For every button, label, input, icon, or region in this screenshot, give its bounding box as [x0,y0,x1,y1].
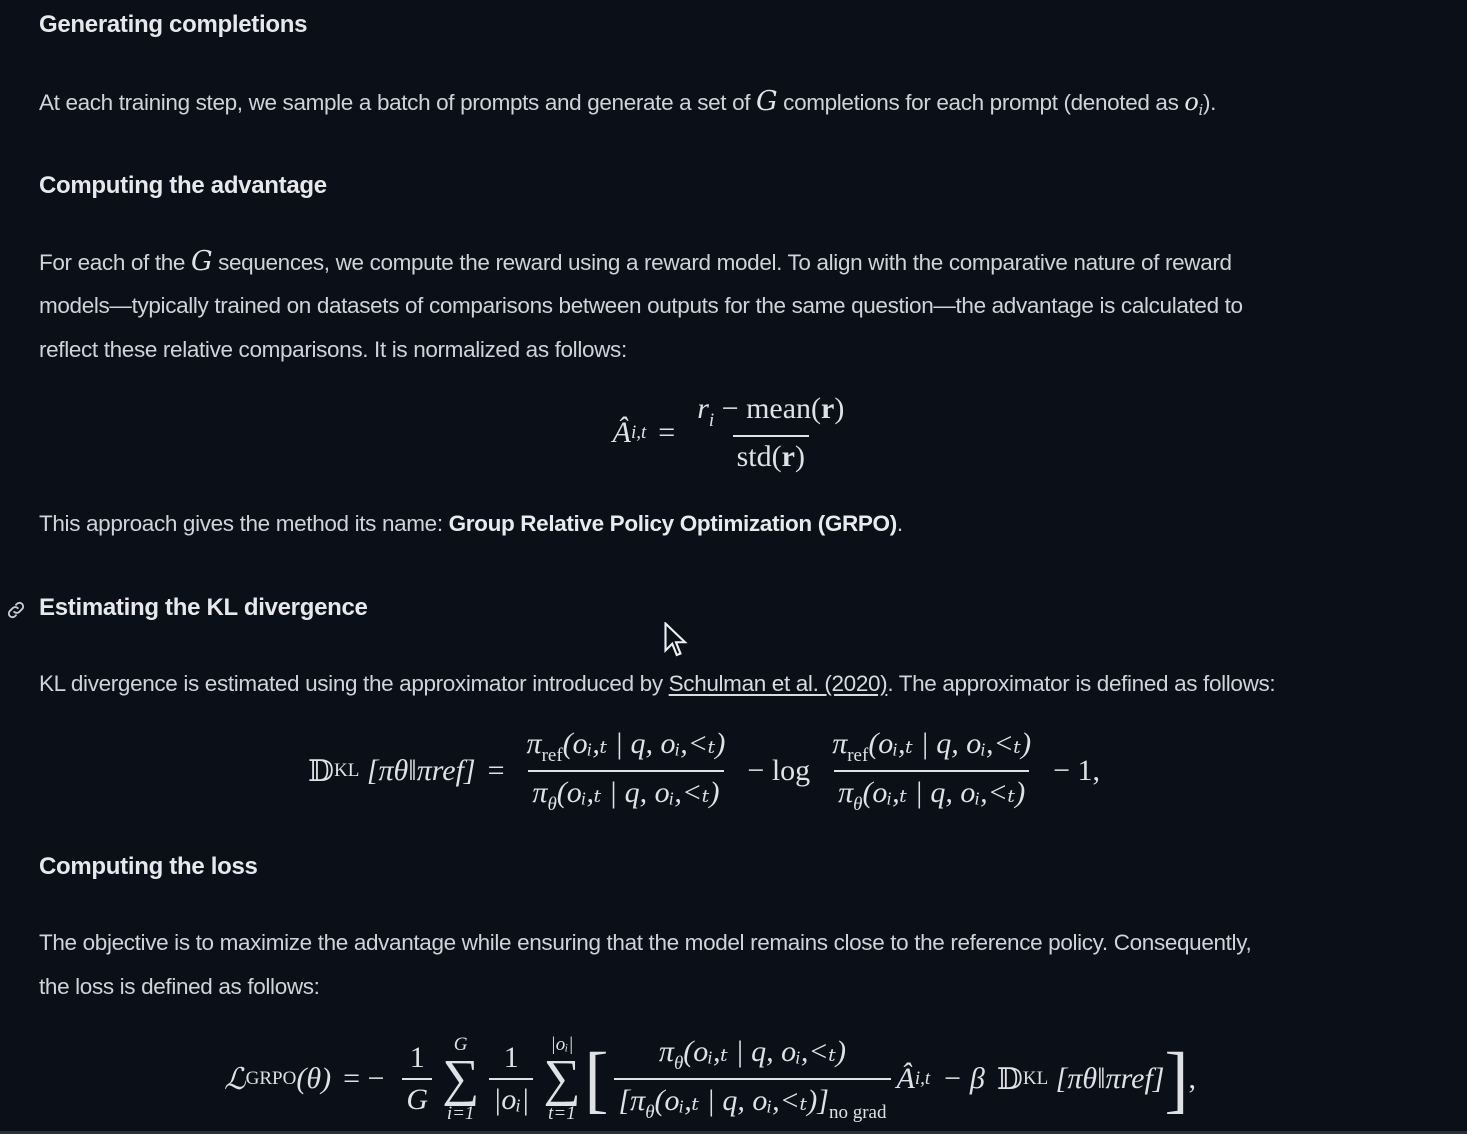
paragraph-advantage-line2: models—typically trained on datasets of comparisons between outputs for the same question—the advantage is calculated to [39,293,1243,318]
math-sub-GRPO: GRPO [245,1068,297,1089]
grpo-bold-term: Group Relative Policy Optimization (GRPO) [448,511,897,536]
math-numerator [693,392,848,435]
math-pi: π [838,776,854,809]
equation-loss [0,1034,1420,1124]
math-fraction-2 [828,726,1035,816]
heading-computing-advantage: Computing the advantage [39,172,327,199]
math-numerator [523,726,730,770]
math-bold-r: r [821,392,835,425]
mouse-cursor-icon [664,622,688,658]
math-args: [πθ‖πref] [366,754,476,787]
math-text: ) [834,392,845,425]
math-ratio-fraction [614,1034,890,1124]
sum-lower: t=1 [548,1102,576,1124]
math-denominator: G [402,1078,432,1117]
math-var-o: o [1184,88,1199,116]
math-bold-r: r [781,440,795,473]
sigma-icon: ∑ [543,1050,581,1108]
math-equals-minus: = − [343,1062,385,1095]
math-D: 𝔻 [996,1061,1023,1097]
text: ). [1202,90,1217,115]
math-numerator [828,726,1035,770]
text: . The approximator is defined as follows: [887,671,1276,696]
heading-generating-completions: Generating completions [39,11,308,38]
math-sub-KL: KL [334,760,360,781]
math-numerator: 1 [503,1041,519,1074]
text: . [896,511,903,536]
math-tail: , [1188,1062,1196,1095]
heading-computing-loss: Computing the loss [39,853,258,880]
math-text: std( [736,440,782,473]
math-fraction-1-over-oi [489,1041,533,1117]
math-sub: θ [547,794,557,815]
sum-upper: |oᵢ| [550,1034,574,1056]
math-pi: π [658,1035,674,1068]
equation-kl [0,726,1420,816]
math-var-G: G [756,86,778,117]
math-denominator: [$\pi_\theta(oᵢ,_t$ | q, $oᵢ,<_t)]_{no grad}$ [614,1078,890,1124]
math-A-hat: Â [896,1062,915,1095]
text: KL divergence is estimated using the approximator introduced by [39,671,669,696]
math-L: ℒ [224,1062,246,1096]
math-cond: (oᵢ,ₜ | q, oᵢ,<ₜ) [683,1035,847,1068]
math-fraction-1 [523,726,730,816]
math-beta: − β [942,1062,985,1095]
left-bracket-icon: [ [584,1037,609,1121]
paragraph-kl [39,662,1275,706]
math-theta-arg: (θ) [296,1062,332,1095]
math-sub: i,t [630,422,647,443]
math-equals: = [487,754,505,787]
math-denominator [834,770,1029,816]
paragraph-loss-line2: the loss is defined as follows: [39,974,320,999]
math-sub: i,t [914,1068,931,1089]
math-sub: θ [853,794,863,815]
heading-estimating-kl: Estimating the KL divergence [39,594,368,621]
paragraph-loss-line1: The objective is to maximize the advantage while ensuring that the model remains close to the reference policy. Consequently, [39,930,1252,955]
math-tail: − 1, [1053,754,1100,787]
math-pi: π [526,727,542,760]
math-pi: π [630,1084,646,1117]
math-sum-t [543,1035,580,1122]
math-cond: (oᵢ,ₜ | q, oᵢ,<ₜ) [862,776,1026,809]
math-text: − mean( [714,392,822,425]
math-denominator: |oᵢ| [489,1078,533,1117]
math-sub: i [708,410,715,431]
paragraph-grpo-name [39,502,903,546]
text: sequences, we compute the reward using a reward model. To align with the comparative nature of reward [212,250,1232,275]
math-cond: (oᵢ,ₜ | q, oᵢ,<ₜ) [868,727,1032,760]
math-denominator [733,435,809,474]
math-fraction-1-over-G [402,1041,432,1117]
math-fraction [693,392,848,474]
math-denominator [528,770,723,816]
math-sum-i [442,1035,479,1122]
math-sub: θ [645,1102,655,1123]
math-r: r [697,392,709,425]
sum-upper: G [453,1034,468,1056]
text: At each training step, we sample a batch of prompts and generate a set of [39,90,757,115]
math-pi: π [532,776,548,809]
math-cond: (oᵢ,ₜ | q, oᵢ,<ₜ) [562,727,726,760]
math-text: ) [794,440,805,473]
math-args: [πθ‖πref] [1055,1062,1165,1095]
equation-advantage [0,392,1467,474]
link-icon[interactable] [5,599,27,621]
right-bracket-icon: ] [1164,1037,1189,1121]
schulman-citation-link[interactable]: Schulman et al. (2020) [668,671,888,696]
math-sub-i: i [1198,101,1203,119]
paragraph-advantage-line3: reflect these relative comparisons. It is normalized as follows: [39,337,627,362]
text: This approach gives the method its name: [39,511,449,536]
math-D: 𝔻 [307,753,334,789]
math-sub: θ [673,1053,684,1074]
sum-lower: i=1 [446,1102,475,1124]
sigma-icon: ∑ [442,1050,480,1108]
text: completions for each prompt (denoted as [777,90,1185,115]
paragraph-generating-completions [39,80,1216,132]
paragraph-advantage-line1 [39,240,1232,285]
math-pi: π [832,727,848,760]
math-sub: ref [847,745,869,766]
math-cond: (oᵢ,ₜ | q, oᵢ,<ₜ) [654,1084,818,1117]
math-sub: ref [541,745,563,766]
math-A-hat: Â [612,416,631,449]
math-numerator [655,1034,850,1078]
text: For each of the [39,250,191,275]
math-cond: (oᵢ,ₜ | q, oᵢ,<ₜ) [556,776,720,809]
math-minus-log: − log [747,754,811,787]
math-sub-no-grad: no grad [828,1102,887,1123]
math-sub-KL: KL [1022,1068,1049,1089]
math-equals: = [658,416,676,449]
math-numerator: 1 [409,1041,425,1074]
math-var-G: G [191,246,213,277]
